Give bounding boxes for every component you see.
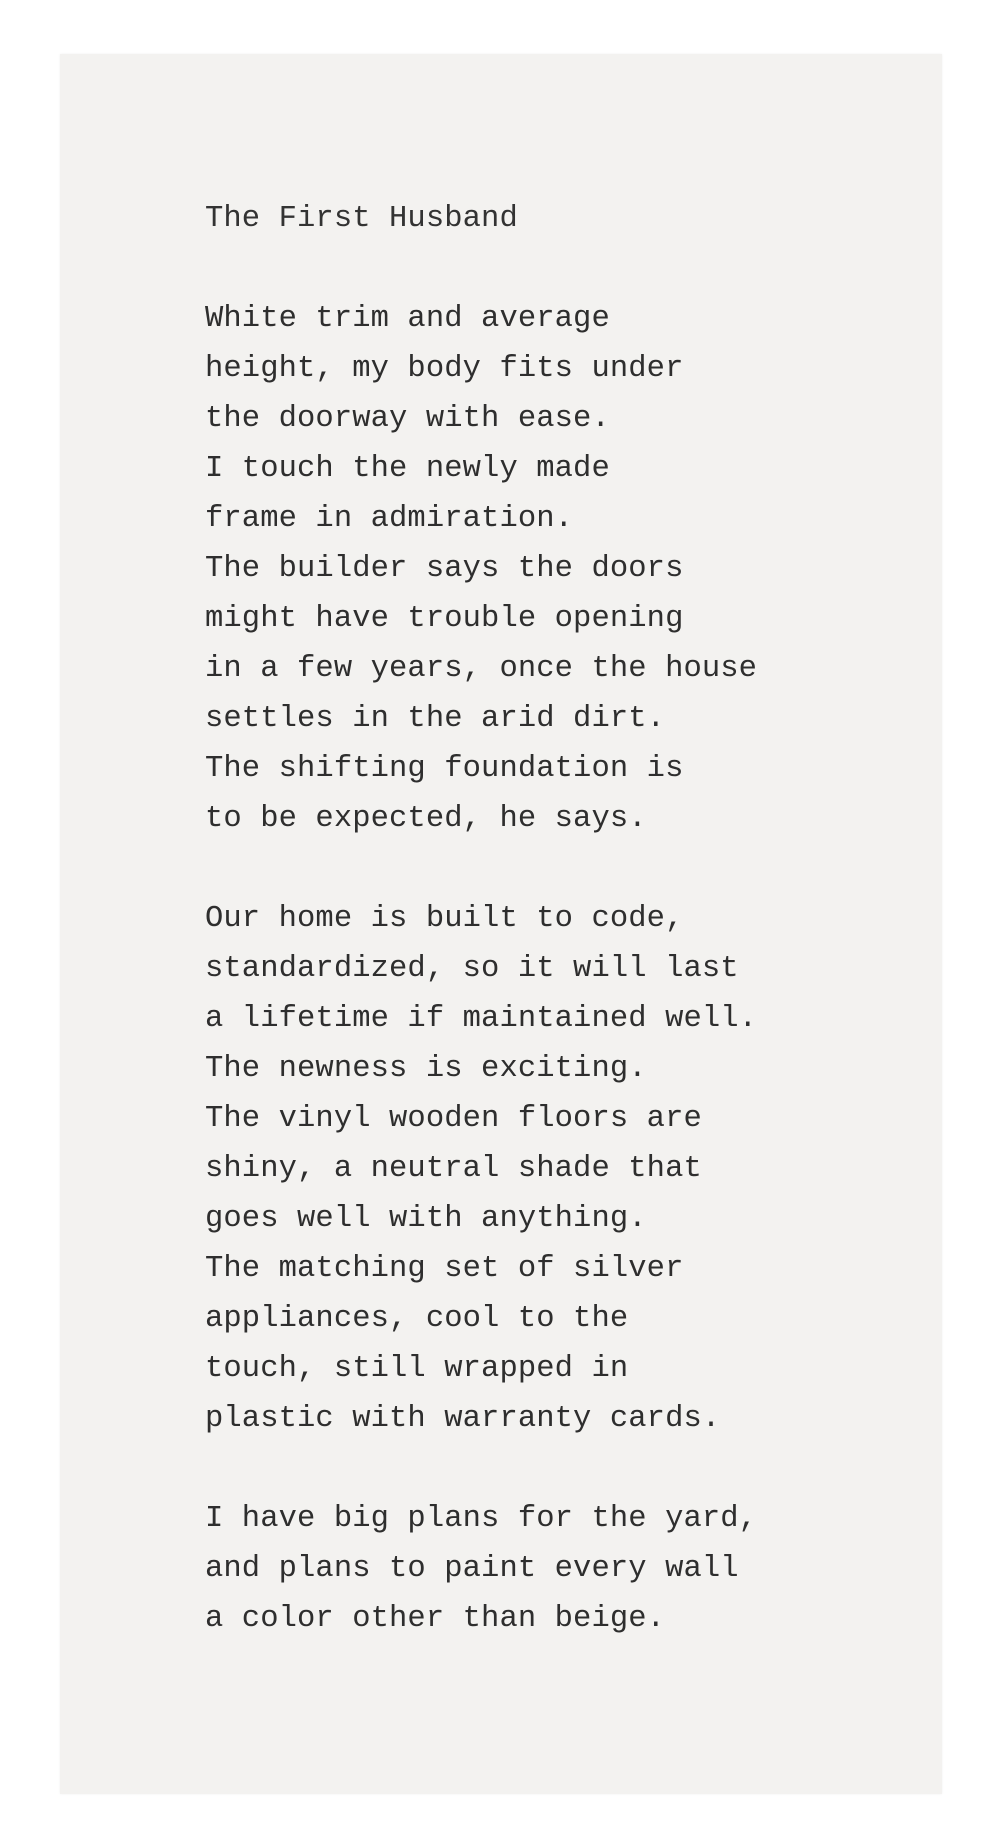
poem-line: The matching set of silver bbox=[205, 1252, 684, 1286]
poem-line: The vinyl wooden floors are bbox=[205, 1102, 702, 1136]
poem-line: the doorway with ease. bbox=[205, 402, 610, 436]
poem bbox=[205, 194, 925, 1644]
poem-line: settles in the arid dirt. bbox=[205, 702, 666, 736]
poem-line: to be expected, he says. bbox=[205, 802, 647, 836]
poem-line: might have trouble opening bbox=[205, 602, 684, 636]
poem-line: plastic with warranty cards. bbox=[205, 1402, 721, 1436]
poem-title: The First Husband bbox=[205, 202, 518, 236]
stanza-1 bbox=[205, 294, 925, 844]
poem-line: White trim and average bbox=[205, 302, 610, 336]
stanza-2 bbox=[205, 894, 925, 1444]
poem-line: and plans to paint every wall bbox=[205, 1552, 739, 1586]
poem-line: goes well with anything. bbox=[205, 1202, 647, 1236]
poem-line: a color other than beige. bbox=[205, 1602, 666, 1636]
poem-line: I have big plans for the yard, bbox=[205, 1502, 758, 1536]
poem-line: The shifting foundation is bbox=[205, 752, 684, 786]
poem-line: height, my body fits under bbox=[205, 352, 684, 386]
poem-line: Our home is built to code, bbox=[205, 902, 684, 936]
poem-line: The builder says the doors bbox=[205, 552, 684, 586]
poem-line: I touch the newly made bbox=[205, 452, 610, 486]
poem-line: frame in admiration. bbox=[205, 502, 574, 536]
stanza-3 bbox=[205, 1494, 925, 1644]
poem-line: touch, still wrapped in bbox=[205, 1352, 629, 1386]
poem-line: a lifetime if maintained well. bbox=[205, 1002, 758, 1036]
poem-line: The newness is exciting. bbox=[205, 1052, 647, 1086]
poem-line: appliances, cool to the bbox=[205, 1302, 629, 1336]
poem-line: in a few years, once the house bbox=[205, 652, 758, 686]
poem-line: shiny, a neutral shade that bbox=[205, 1152, 702, 1186]
poem-line: standardized, so it will last bbox=[205, 952, 739, 986]
